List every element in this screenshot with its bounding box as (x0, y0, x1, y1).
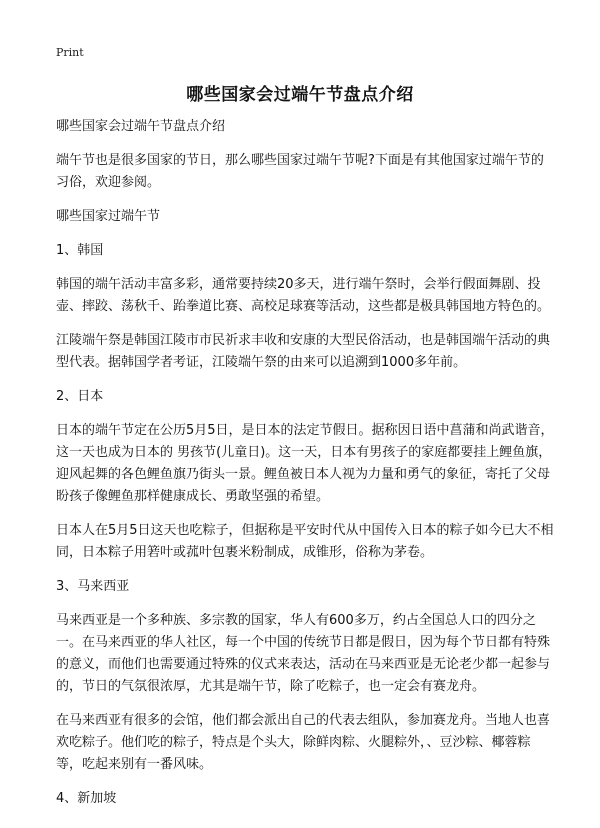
paragraph-japan-1: 日本的端午节定在公历5月5日，是日本的法定节假日。据称因日语中菖蒲和尚武谐音，这一天也成为日本的 男孩节(儿童日)。这一天，日本有男孩子的家庭都要挂上鲤鱼旗，迎风起舞的各色鲤鱼旗乃街头一景。鲤鱼被日本人视为力量和勇气的象征，寄托了父母盼孩子像鲤鱼那样健康成长、勇敢坚强的希望。 (56, 423, 554, 504)
heading-korea: 1、韩国 (56, 243, 104, 258)
heading-japan: 2、日本 (56, 389, 104, 404)
paragraph-korea-1: 韩国的端午活动丰富多彩，通常要持续20多天，进行端午祭时，会举行假面舞剧、投壶、摔跤、荡秋千、跆拳道比赛、高校足球赛等活动，这些都是极具韩国地方特色的。 (56, 277, 551, 314)
intro-subtitle: 哪些国家会过端午节盘点介绍 (56, 119, 226, 134)
section-heading-countries: 哪些国家过端午节 (56, 209, 161, 224)
paragraph-korea-2: 江陵端午祭是韩国江陵市市民祈求丰收和安康的大型民俗活动，也是韩国端午活动的典型代表。据韩国学者考证，江陵端午祭的由来可以追溯到1000多年前。 (56, 333, 551, 370)
page-title: 哪些国家会过端午节盘点介绍 (186, 85, 414, 105)
paragraph-malaysia-2: 在马来西亚有很多的会馆，他们都会派出自己的代表去组队，参加赛龙舟。当地人也喜欢吃粽子。他们吃的粽子，特点是个头大，除鲜肉粽、火腿粽外，、豆沙粽、椰蓉粽等，吃起来别有一番风味。 (56, 713, 551, 772)
intro-paragraph: 端午节也是很多国家的节日，那么哪些国家过端午节呢?下面是有其他国家过端午节的习俗，欢迎参阅。 (56, 153, 544, 190)
article-body (56, 116, 556, 822)
heading-singapore: 4、新加坡 (56, 791, 117, 806)
print-link[interactable]: Print (56, 46, 84, 59)
paragraph-malaysia-1: 马来西亚是一个多种族、多宗教的国家，华人有600多万，约占全国总人口的四分之一。在马来西亚的华人社区，每一个中国的传统节日都是假日，因为每个节日都有特殊的意义，而他们也需要通过特殊的仪式来表达，活动在马来西亚是无论老少都一起参与的，节日的气氛很浓厚，尤其是端午节，除了吃粽子，也一定会有赛龙舟。 (56, 613, 551, 694)
heading-malaysia: 3、马来西亚 (56, 579, 130, 594)
paragraph-japan-2: 日本人在5月5日这天也吃粽子，但据称是平安时代从中国传入日本的粽子如今已大不相同，日本粽子用箬叶或菰叶包裹米粉制成，成锥形，俗称为茅卷。 (56, 523, 554, 560)
